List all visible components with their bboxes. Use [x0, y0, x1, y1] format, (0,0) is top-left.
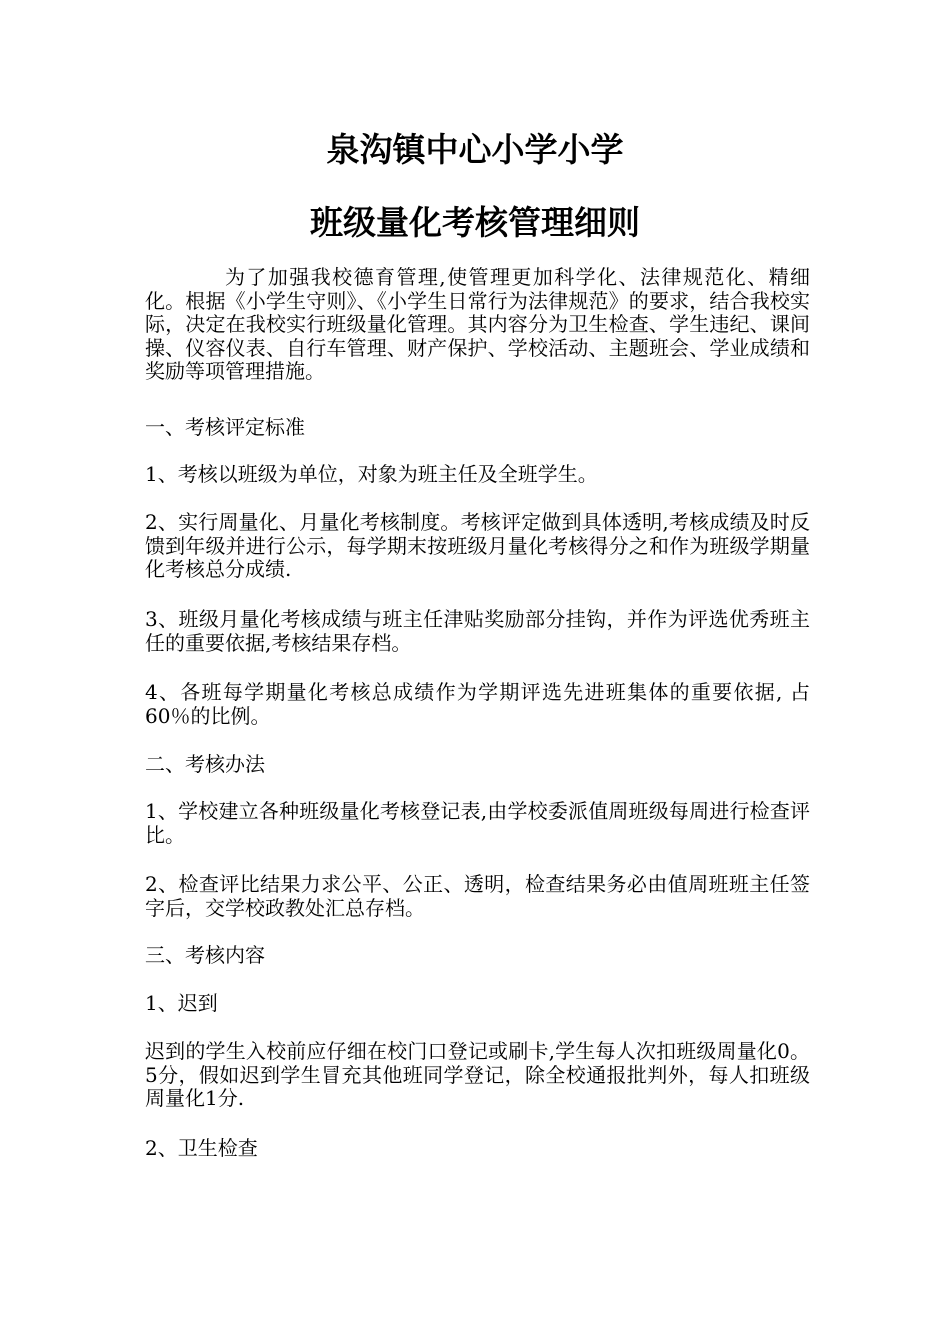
section-1-item-3: 3、班级月量化考核成绩与班主任津贴奖励部分挂钩，并作为评选优秀班主任的重要依据,考核结果存档。 — [145, 607, 810, 655]
section-1-item-4: 4、各班每学期量化考核总成绩作为学期评选先进班集体的重要依据, 占60％的比例。 — [145, 680, 810, 728]
section-3-item-1-text: 迟到的学生入校前应仔细在校门口登记或刷卡,学生每人次扣班级周量化0。5分，假如迟到学生冒充其他班同学登记，除全校通报批判外，每人扣班级周量化1分. — [145, 1039, 810, 1110]
section-2-item-1: 1、学校建立各种班级量化考核登记表,由学校委派值周班级每周进行检查评比。 — [145, 799, 810, 847]
intro-paragraph: 为了加强我校德育管理,使管理更加科学化、法律规范化、精细化。根据《小学生守则》、《小学生日常行为法律规范》的要求，结合我校实际，决定在我校实行班级量化管理。其内容分为卫生检查、学生违纪、课间操、仪容仪表、自行车管理、财产保护、学校活动、主题班会、学业成绩和奖励等项管理措施。 — [145, 265, 810, 383]
section-2-heading: 二、考核办法 — [145, 752, 265, 776]
section-3-heading: 三、考核内容 — [145, 943, 265, 967]
section-1-item-2: 2、实行周量化、月量化考核制度。考核评定做到具体透明,考核成绩及时反馈到年级并进行公示，每学期末按班级月量化考核得分之和作为班级学期量化考核总分成绩. — [145, 510, 810, 581]
section-2-item-2: 2、检查评比结果力求公平、公正、透明，检查结果务必由值周班班主任签字后，交学校政教处汇总存档。 — [145, 872, 810, 920]
document-title-line-2: 班级量化考核管理细则 — [310, 203, 640, 242]
section-3-item-2-heading: 2、卫生检查 — [145, 1136, 258, 1160]
section-1-heading: 一、考核评定标准 — [145, 415, 305, 439]
section-1-item-1: 1、考核以班级为单位，对象为班主任及全班学生。 — [145, 462, 598, 486]
section-3-item-1-heading: 1、迟到 — [145, 991, 218, 1015]
document-title-line-1: 泉沟镇中心小学小学 — [326, 130, 624, 169]
